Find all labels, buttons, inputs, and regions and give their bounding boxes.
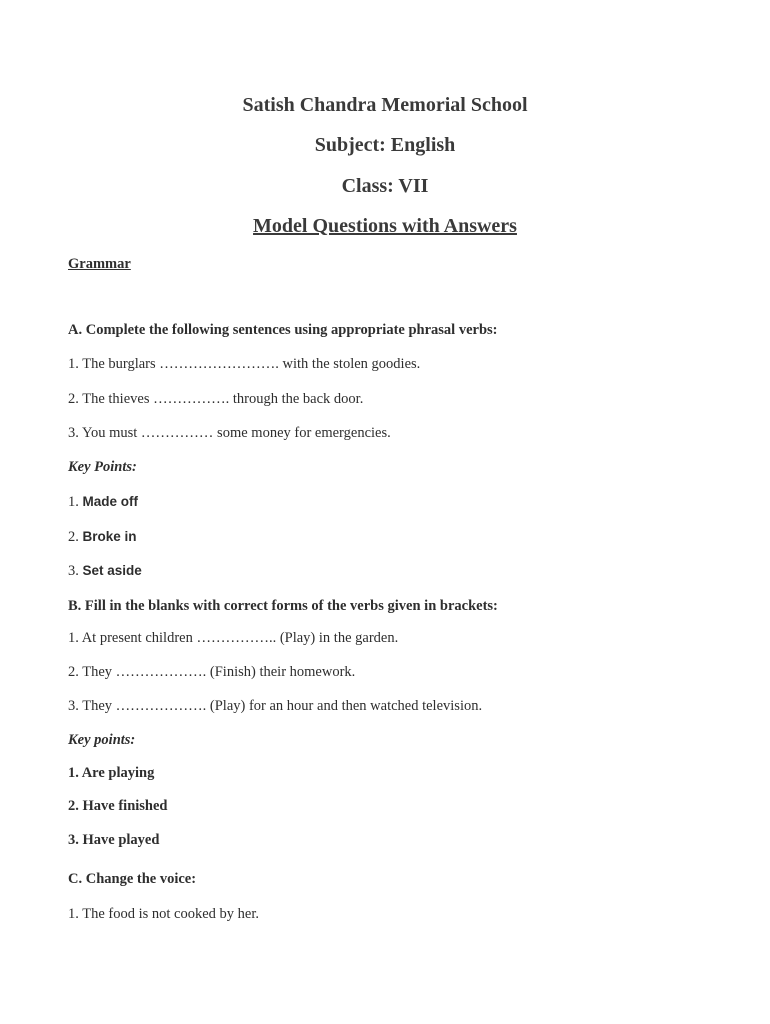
answer-number: 2. bbox=[68, 529, 83, 545]
section-c-heading: C. Change the voice: bbox=[68, 871, 197, 887]
answer-text: Broke in bbox=[82, 529, 137, 544]
section-b-answer: 3. Have played bbox=[68, 832, 160, 848]
section-b-key-label: Key points: bbox=[68, 732, 136, 748]
subject-line: Subject: English bbox=[314, 134, 456, 156]
section-b-heading: B. Fill in the blanks with correct forms of the verbs given in brackets: bbox=[68, 598, 498, 614]
answer-number: 3. bbox=[68, 563, 83, 579]
answer-text: Made off bbox=[82, 494, 138, 509]
document-title: Model Questions with Answers bbox=[253, 215, 517, 237]
section-a-answer bbox=[68, 563, 142, 580]
section-a-answer bbox=[68, 529, 137, 546]
section-b-answer: 1. Are playing bbox=[68, 765, 155, 781]
section-label-grammar: Grammar bbox=[68, 256, 131, 272]
section-b-question: 1. At present children …………….. (Play) in the garden. bbox=[68, 630, 399, 646]
section-a-question: 2. The thieves ……………. through the back door. bbox=[68, 391, 364, 407]
class-line: Class: VII bbox=[341, 175, 429, 197]
section-a-question: 3. You must …………… some money for emergencies. bbox=[68, 425, 391, 441]
answer-text: Set aside bbox=[82, 563, 142, 578]
section-b-question: 2. They ………………. (Finish) their homework. bbox=[68, 664, 356, 680]
section-c-question: 1. The food is not cooked by her. bbox=[68, 906, 260, 922]
section-a-answer bbox=[68, 494, 138, 511]
section-a-question: 1. The burglars ……………………. with the stolen goodies. bbox=[68, 356, 421, 372]
section-a-heading: A. Complete the following sentences using appropriate phrasal verbs: bbox=[68, 322, 498, 338]
school-name: Satish Chandra Memorial School bbox=[242, 94, 528, 116]
section-a-key-label: Key Points: bbox=[68, 459, 137, 475]
answer-number: 1. bbox=[68, 494, 83, 510]
section-b-answer: 2. Have finished bbox=[68, 798, 168, 814]
section-b-question: 3. They ………………. (Play) for an hour and then watched television. bbox=[68, 698, 483, 714]
